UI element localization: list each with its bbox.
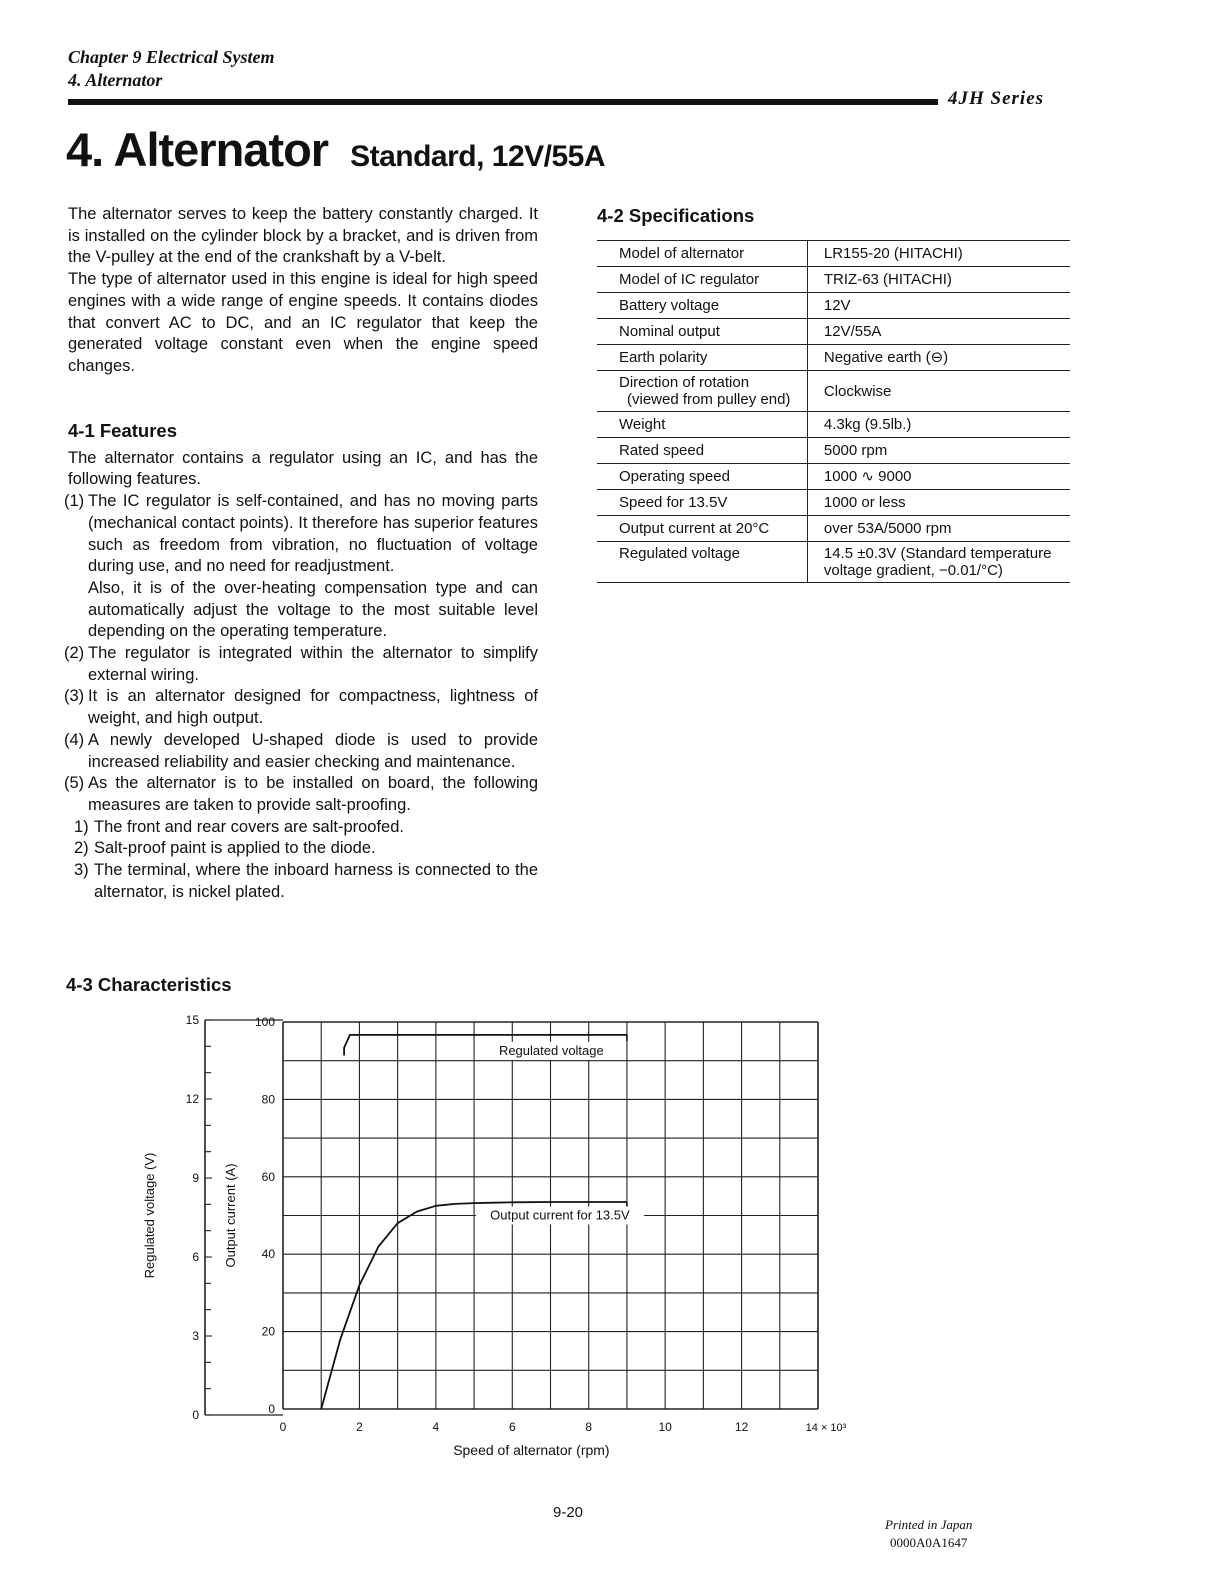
table-row: Model of alternator LR155-20 (HITACHI) <box>597 241 1070 267</box>
table-row: Speed for 13.5V 1000 or less <box>597 490 1070 516</box>
voltage-tick-label: 12 <box>185 1092 199 1106</box>
features-lead: The alternator contains a regulator using an IC, and has the following features. <box>68 448 538 489</box>
x-unit-label: 14 × 10³ <box>805 1422 847 1434</box>
features-section <box>64 420 538 903</box>
header-rule <box>68 99 938 105</box>
voltage-tick-label: 0 <box>192 1408 199 1422</box>
list-item: (5) As the alternator is to be installed on board, the following measures are taken to provide salt-proofing. <box>64 774 538 814</box>
x-tick-label: 12 <box>734 1420 749 1434</box>
x-axis-title: Speed of alternator (rpm) <box>453 1442 610 1458</box>
printed-in: Printed in Japan <box>885 1517 973 1532</box>
intro-paragraph: The type of alternator used in this engine is ideal for high speed engines with a wide range of engine speeds. It contains diodes that convert AC to DC, and an IC regulator that keep the generated voltage constant even when the engine speed changes. <box>68 270 538 375</box>
page-title-sub: Standard, 12V/55A <box>350 140 606 173</box>
current-tick-label: 40 <box>261 1247 275 1262</box>
chart-svg <box>130 1005 870 1460</box>
list-item: Also, it is of the over-heating compensation type and can automatically adjust the voltage to the most suitable level depending on the operating temperature. <box>88 578 538 641</box>
table-row: Earth polarity Negative earth (⊖) <box>597 345 1070 371</box>
current-tick-label: 80 <box>261 1092 275 1107</box>
series-label: Regulated voltage <box>498 1042 604 1058</box>
current-tick-label: 20 <box>261 1324 275 1339</box>
chapter-label: Chapter 9 Electrical System <box>68 47 275 67</box>
section-label: 4. Alternator <box>68 70 163 90</box>
series-label: 4JH Series <box>948 88 1045 109</box>
list-item: (1) The IC regulator is self-contained, and has no moving parts (mechanical contact points). It therefore has superior features such as freedom from vibration, no fluctuation of voltage during use, and no need for readjustment. <box>64 492 538 576</box>
table-row: Direction of rotation (viewed from pulley end) Clockwise <box>597 371 1070 412</box>
print-info <box>885 1516 972 1552</box>
document-code: 0000A0A1647 <box>890 1535 968 1550</box>
table-row: Regulated voltage 14.5 ±0.3V (Standard temperature voltage gradient, −0.01/°C) <box>597 542 1070 583</box>
page-title-main: 4. Alternator <box>66 123 329 176</box>
x-tick-label: 8 <box>585 1420 593 1434</box>
x-tick-label: 2 <box>356 1420 363 1434</box>
list-item: (4) A newly developed U-shaped diode is used to provide increased reliability and easier checking and maintenance. <box>64 730 538 771</box>
table-row: Rated speed 5000 rpm <box>597 438 1070 464</box>
intro-paragraph: The alternator serves to keep the battery constantly charged. It is installed on the cylinder block by a bracket, and is driven from the V-pulley at the end of the crankshaft by a V-belt. <box>68 205 538 267</box>
features-heading: 4-1 Features <box>68 420 177 441</box>
characteristics-chart <box>130 1005 870 1465</box>
list-item: 3) The terminal, where the inboard harness is connected to the alternator, is nickel plated. <box>74 861 538 901</box>
page-number: 9-20 <box>553 1504 584 1521</box>
specifications-heading: 4-2 Specifications <box>597 205 755 226</box>
list-item: (2) The regulator is integrated within the alternator to simplify external wiring. <box>64 644 538 684</box>
list-item: 2) Salt-proof paint is applied to the diode. <box>74 839 376 858</box>
y-right-axis-title: Output current (A) <box>223 1163 238 1268</box>
x-tick-label: 6 <box>508 1420 516 1434</box>
x-tick-label: 4 <box>432 1420 440 1434</box>
list-item: 1) The front and rear covers are salt-proofed. <box>74 817 404 836</box>
table-row: Output current at 20°C over 53A/5000 rpm <box>597 516 1070 542</box>
y-left-axis-title: Regulated voltage (V) <box>142 1152 157 1279</box>
specifications-table <box>597 240 1070 583</box>
table-row: Battery voltage 12V <box>597 293 1070 319</box>
x-tick-label: 0 <box>279 1420 287 1434</box>
table-row: Nominal output 12V/55A <box>597 319 1070 345</box>
characteristics-heading: 4-3 Characteristics <box>66 974 232 995</box>
list-item: (3) It is an alternator designed for compactness, lightness of weight, and high output. <box>64 687 538 728</box>
page-title <box>66 122 605 177</box>
running-header <box>68 46 275 92</box>
table-row: Model of IC regulator TRIZ-63 (HITACHI) <box>597 267 1070 293</box>
intro-text <box>68 204 538 378</box>
current-tick-label: 0 <box>268 1402 275 1416</box>
voltage-tick-label: 9 <box>192 1171 199 1185</box>
table-row: Weight 4.3kg (9.5lb.) <box>597 412 1070 438</box>
voltage-tick-label: 6 <box>192 1250 199 1264</box>
current-tick-label: 100 <box>254 1015 275 1029</box>
table-row: Operating speed 1000 ∿ 9000 <box>597 464 1070 490</box>
x-tick-label: 10 <box>658 1420 672 1434</box>
series-label: Output current for 13.5V <box>490 1207 630 1223</box>
voltage-tick-label: 15 <box>185 1013 199 1027</box>
voltage-tick-label: 3 <box>192 1329 199 1343</box>
current-tick-label: 60 <box>261 1169 275 1184</box>
